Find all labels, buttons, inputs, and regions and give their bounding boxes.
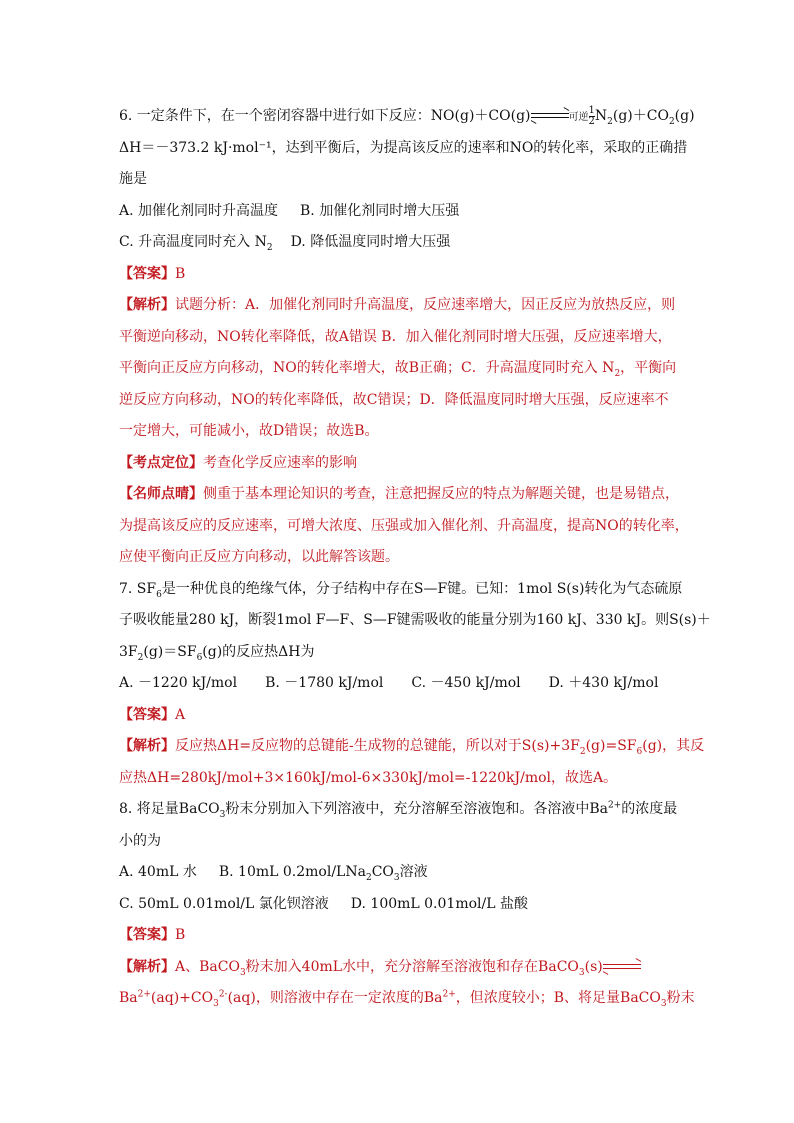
q6-teacher-2: 为提高该反应的反应速率，可增大浓度、压强或加入催化剂、升高温度，提高NO的转化率， xyxy=(119,517,689,534)
q6-option-a: A. 加催化剂同时升高温度 xyxy=(119,202,279,219)
teacher-tag: 【名师点晴】 xyxy=(119,486,203,502)
q8-option-a: A. 40mL 水 xyxy=(119,864,197,880)
q6-stem-line-1: 6. 一定条件下，在一个密闭容器中进行如下反应：NO(g)＋CO(g) 可逆 $\frac{1}{2}$ $N_2(g)+CO_2(g)$ xyxy=(119,104,695,127)
q6-teacher-3: 应使平衡向正反应方向移动，以此解答该题。 xyxy=(119,549,399,565)
q6-option-d: D. 降低温度同时增大压强 xyxy=(290,234,451,250)
q6-option-c: C. 升高温度同时充入 $N_2$ xyxy=(119,234,273,253)
q6-fraction: $\frac{1}{2}$ xyxy=(588,104,595,127)
q8-option-c: C. 50mL 0.01mol/L 氯化钡溶液 xyxy=(119,895,329,912)
answer-tag: 【答案】 xyxy=(119,265,175,282)
q6-option-b: B. 加催化剂同时增大压强 xyxy=(300,202,460,219)
q6-stem-line-2: ΔH＝－373.2 kJ·mol⁻¹，达到平衡后，为提高该反应的速率和NO的转化率，采取的正确措 xyxy=(119,139,688,156)
q7-analysis-1: 【解析】反应热ΔH=反应物的总键能-生成物的总键能，所以对于$S(s)+3F_2(g)=SF_6(g)$，其反 xyxy=(119,738,705,757)
q8-option-d: D. 100mL 0.01mol/L 盐酸 xyxy=(350,895,528,912)
q6-analysis-3: 平衡向正反应方向移动，NO的转化率增大，故B正确；C．升高温度同时充入 $N_2$，平衡向 xyxy=(119,360,677,379)
q7-option-d: D. ＋430 kJ/mol xyxy=(548,675,659,691)
q6-options-cd xyxy=(119,231,681,253)
q8-stem-line-2: 小的为 xyxy=(119,832,161,849)
q7-analysis-2: 应热ΔH=280kJ/mol+3×160kJ/mol-6×330kJ/mol=-1220kJ/mol，故选A。 xyxy=(119,769,618,786)
q7-stem-line-2: 子吸收能量280 kJ，断裂1mol F—F、S—F键需吸收的能量分别为160 kJ、330 kJ。则S(s)＋ xyxy=(119,612,711,628)
q8-option-b: B. 10mL $0.2mol/LNa_2CO_3$溶液 xyxy=(218,864,428,883)
q7-stem-line-1: 7. $SF_6$是一种优良的绝缘气体，分子结构中存在S—F键。已知：1mol S(s)转化为气态硫原 xyxy=(119,580,683,600)
q8-analysis-1: 【解析】A、BaCO$_3$粉末加入40mL水中，充分溶解至溶液饱和存在BaCO$_3$(s) xyxy=(119,956,681,978)
q6-teacher-1: 【名师点晴】侧重于基本理论知识的考查，注意把握反应的特点为解题关键，也是易错点， xyxy=(119,486,679,502)
q7-stem-line-3: $3F_2(g)=SF_6(g)$的反应热ΔH为 xyxy=(119,643,315,663)
analysis-tag: 【解析】 xyxy=(119,297,175,313)
q7-options xyxy=(119,672,681,694)
q6-options-ab xyxy=(119,200,681,222)
point-tag: 【考点定位】 xyxy=(119,454,203,471)
q6-stem-line-3: 施是 xyxy=(119,171,147,187)
q8-options-ab xyxy=(119,861,681,883)
q6-analysis-5: 一定增大，可能减小，故D错误；故选B。 xyxy=(119,423,379,439)
q6-analysis-2: 平衡逆向移动，NO转化率降低，故A错误 B．加入催化剂同时增大压强，反应速率增大， xyxy=(119,328,672,345)
equilibrium-arrow-icon xyxy=(603,962,641,972)
q6-point: 【考点定位】考查化学反应速率的影响 xyxy=(119,454,357,471)
q7-option-c: C. －450 kJ/mol xyxy=(411,675,521,691)
q8-options-cd xyxy=(119,893,681,915)
q6-answer-value: B xyxy=(175,265,186,282)
document-page xyxy=(119,104,711,1019)
q6-catalyst-label: 可逆 xyxy=(568,112,589,123)
q6-analysis-4: 逆反应方向移动，NO的转化率降低，故C错误；D．降低温度同时增大压强，反应速率不 xyxy=(119,391,669,408)
q6-stem-text: 6. 一定条件下，在一个密闭容器中进行如下反应：NO(g)＋CO(g) xyxy=(119,108,531,124)
equilibrium-arrow-icon xyxy=(531,111,569,121)
q7-answer-value: A xyxy=(175,706,186,723)
q7-answer: 【答案】A xyxy=(119,706,186,723)
q8-analysis-2: $Ba^{2+}(aq)+CO_3^{2-}(aq)$，则溶液中存在一定浓度的$Ba^{2+}$，但浓度较小；B、将足量BaCO$_3$粉末 xyxy=(119,989,695,1009)
q6-answer xyxy=(119,263,681,285)
q7-option-b: B. －1780 kJ/mol xyxy=(265,675,384,691)
q8-answer-value: B xyxy=(175,927,186,943)
q8-stem-line-1: 8. 将足量BaCO$_3$粉末分别加入下列溶液中，充分溶解至溶液饱和。各溶液中$Ba^{2+}$的浓度最 xyxy=(119,800,678,820)
q6-analysis-1: 【解析】试题分析：A．加催化剂同时升高温度，反应速率增大，因正反应为放热反应，则 xyxy=(119,297,676,313)
q7-option-a: A. －1220 kJ/mol xyxy=(119,675,238,691)
q8-answer: 【答案】B xyxy=(119,927,186,943)
